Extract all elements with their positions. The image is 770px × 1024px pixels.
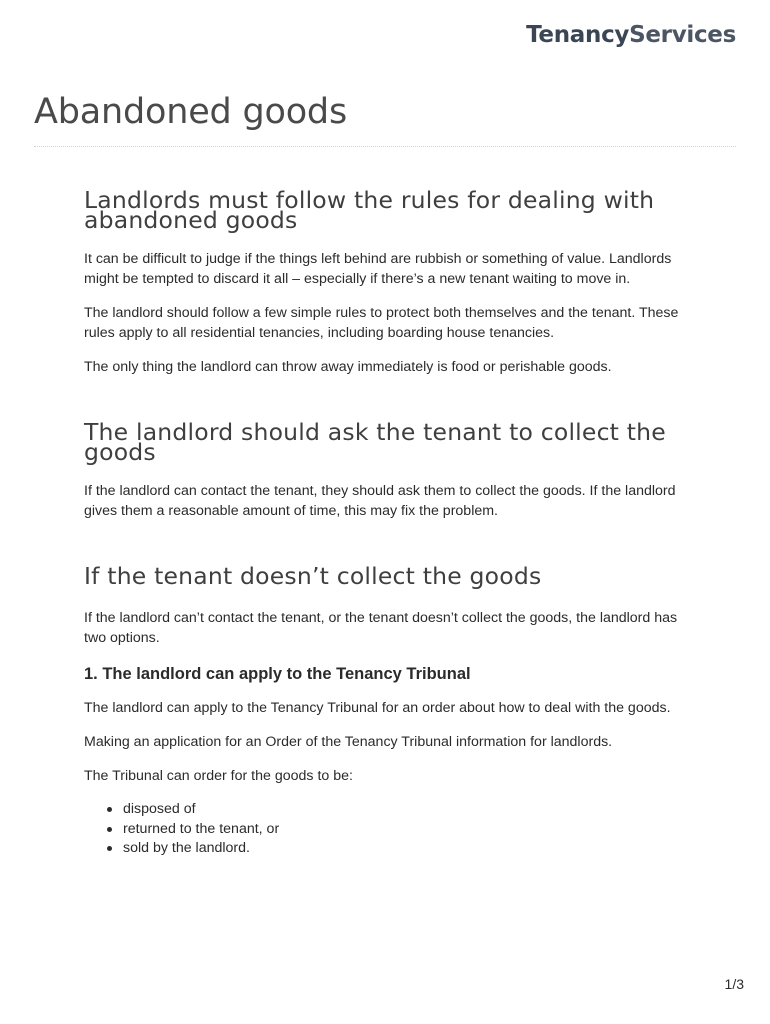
list-item	[123, 800, 699, 820]
paragraph: The landlord should follow a few simple rules to protect both themselves and the tenant. These rules apply to all residential tenancies, including boarding house tenancies.	[84, 305, 679, 341]
list-item-text: sold by the landlord.	[123, 840, 250, 856]
paragraph: Making an application for an Order of the Tenancy Tribunal information for landlords.	[84, 734, 613, 750]
section-heading-landlord-rules: Landlords must follow the rules for dealing with abandoned goods	[84, 186, 655, 234]
section-ask-tenant	[84, 418, 699, 521]
title-divider	[34, 146, 736, 147]
paragraph: If the landlord can contact the tenant, they should ask them to collect the goods. If the landlord gives them a reasonable amount of time, this may fix the problem.	[84, 483, 676, 519]
page-title: Abandoned goods	[34, 92, 347, 132]
bullet-icon	[107, 827, 112, 832]
section-heading-ask-tenant: The landlord should ask the tenant to collect the goods	[84, 418, 666, 466]
paragraph: The only thing the landlord can throw away immediately is food or perishable goods.	[84, 359, 612, 375]
paragraph: The Tribunal can order for the goods to be:	[84, 768, 353, 784]
logo-part-tenancy: Tenancy	[526, 22, 630, 48]
list-item-text: disposed of	[123, 801, 196, 817]
subheading-tenancy-tribunal: 1. The landlord can apply to the Tenancy Tribunal	[84, 665, 471, 683]
paragraph: It can be difficult to judge if the things left behind are rubbish or something of value. Landlords might be tempted to discard it all – especially if there’s a new tenant waiting to move in.	[84, 251, 672, 287]
paragraph: The landlord can apply to the Tenancy Tribunal for an order about how to deal with the goods.	[84, 700, 671, 716]
page-number: 1/3	[724, 976, 744, 992]
main-content	[84, 186, 699, 859]
bullet-icon	[107, 846, 112, 851]
section-landlord-rules	[84, 186, 699, 377]
section-heading-tenant-doesnt-collect: If the tenant doesn’t collect the goods	[84, 562, 542, 590]
paragraph: If the landlord can’t contact the tenant, or the tenant doesn’t collect the goods, the landlord has two options.	[84, 610, 678, 646]
tenancy-services-logo	[526, 22, 736, 48]
section-tenant-doesnt-collect	[84, 562, 699, 859]
list-item	[123, 820, 699, 840]
logo-part-services: Services	[629, 22, 736, 48]
list-item	[123, 839, 699, 859]
bullet-icon	[107, 807, 112, 812]
list-item-text: returned to the tenant, or	[123, 820, 280, 837]
tribunal-options-list	[84, 800, 699, 859]
